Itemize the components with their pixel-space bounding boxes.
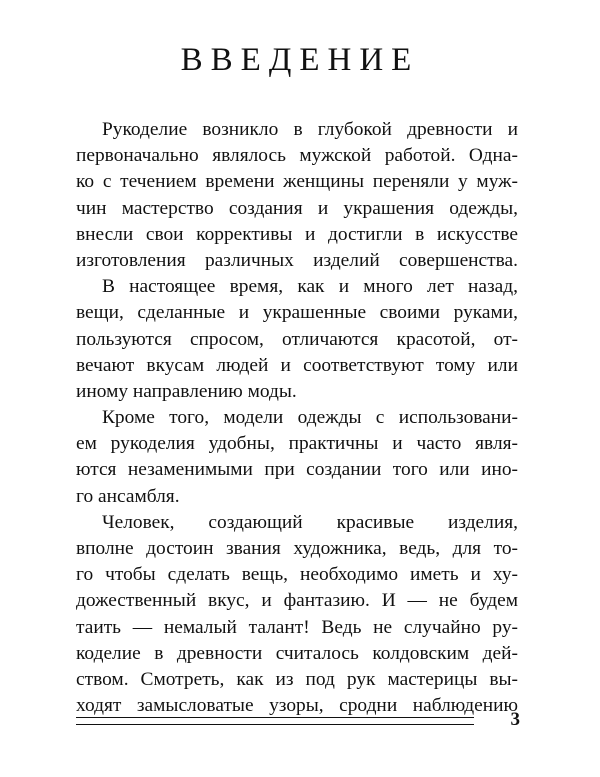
paragraph-4: [76, 510, 518, 720]
body-text: [76, 117, 518, 719]
paragraph-1: [76, 117, 518, 274]
text-line: ются незаменимыми при создании того или ино-: [76, 459, 518, 481]
paragraph-2: [76, 274, 518, 405]
text-line: ством. Смотреть, как из под рук мастерицы вы-: [76, 668, 518, 690]
text-line: ходят замысловатые узоры, сродни наблюдению: [76, 695, 518, 717]
text-line: дожественный вкус, и фантазию. И — не будем: [76, 590, 518, 612]
text-line: В настоящее время, как и много лет назад,: [102, 276, 518, 298]
text-line: го чтобы сделать вещь, необходимо иметь и ху-: [76, 564, 518, 586]
text-line: Кроме того, модели одежды с использовани-: [102, 407, 518, 429]
text-line: коделие в древности считалось колдовским дей-: [76, 642, 518, 664]
text-line: ем рукоделия удобны, практичны и часто явля-: [76, 433, 518, 455]
text-line: внесли свои коррективы и достигли в искусстве: [76, 223, 518, 245]
page-number: 3: [510, 709, 520, 730]
text-line: ко с течением времени женщины переняли у муж-: [76, 171, 518, 193]
text-line: изготовления различных изделий совершенства.: [76, 249, 518, 271]
text-line: иному направлению моды.: [76, 380, 297, 402]
text-line: таить — немалый талант! Ведь не случайно ру-: [76, 616, 518, 638]
page-title: ВВЕДЕНИЕ: [180, 42, 420, 78]
footer-double-rule: [76, 717, 474, 725]
text-line: вещи, сделанные и украшенные своими руками,: [76, 302, 518, 324]
text-line: чин мастерство создания и украшения одежды,: [76, 197, 518, 219]
text-line: вполне достоин звания художника, ведь, для то-: [76, 538, 518, 559]
text-line: Человек, создающий красивые изделия,: [102, 511, 518, 533]
text-line: первоначально являлось мужской работой. Одна-: [76, 145, 518, 167]
paragraph-3: [76, 405, 518, 510]
text-line: Рукоделие возникло в глубокой древности и: [102, 119, 518, 140]
text-line: вечают вкусам людей и соответствуют тому или: [76, 354, 518, 376]
text-line: го ансамбля.: [76, 485, 180, 507]
text-line: пользуются спросом, отличаются красотой, от-: [76, 328, 518, 350]
